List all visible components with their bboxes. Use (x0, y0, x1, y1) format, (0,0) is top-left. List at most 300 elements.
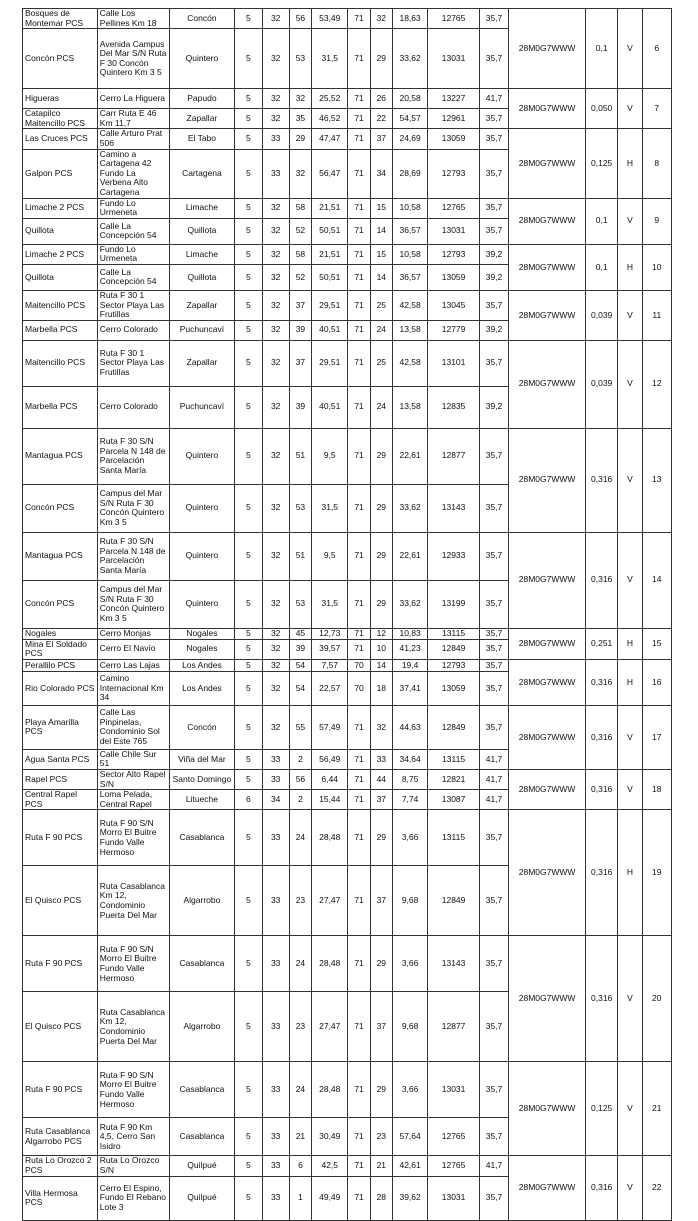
cell-commune: Algarrobo (169, 992, 235, 1062)
cell-c9: 41,7 (479, 1156, 508, 1176)
cell-c3: 24 (289, 1062, 311, 1118)
cell-c4: 31,5 (312, 484, 348, 532)
cell-c9: 35,7 (479, 340, 508, 386)
cell-c2: 32 (262, 198, 289, 218)
cell-c5: 71 (348, 790, 370, 810)
cell-c9: 39,2 (479, 386, 508, 428)
cell-c1: 5 (235, 1176, 262, 1220)
cell-commune: El Tabo (169, 129, 235, 149)
table-row (23, 705, 672, 749)
cell-c2: 33 (262, 770, 289, 790)
cell-station: Playa Amarilla PCS (23, 705, 98, 749)
cell-c7: 39,62 (392, 1176, 427, 1220)
cell-c7: 33,62 (392, 484, 427, 532)
cell-c1: 5 (235, 936, 262, 992)
cell-c4: 53,49 (312, 9, 348, 29)
cell-commune: Zapallar (169, 109, 235, 129)
cell-address: Loma Pelada, Central Rapel (97, 790, 169, 810)
group-code: 28M0G7WWW (509, 705, 586, 769)
cell-c3: 23 (289, 866, 311, 936)
group-polarization: V (618, 198, 642, 244)
cell-c2: 32 (262, 244, 289, 264)
cell-c7: 7,74 (392, 790, 427, 810)
cell-station: Quillota (23, 218, 98, 244)
group-value: 0,1 (585, 198, 617, 244)
cell-station: Ruta F 90 PCS (23, 1062, 98, 1118)
cell-c9: 35,7 (479, 1118, 508, 1156)
cell-c8: 13115 (428, 628, 480, 639)
cell-commune: Casablanca (169, 936, 235, 992)
cell-c5: 71 (348, 1156, 370, 1176)
cell-station: El Quisco PCS (23, 992, 98, 1062)
cell-c2: 32 (262, 671, 289, 705)
cell-commune: Santo Domingo (169, 770, 235, 790)
cell-c4: 6,44 (312, 770, 348, 790)
cell-c4: 31,5 (312, 580, 348, 628)
cell-c2: 32 (262, 428, 289, 484)
cell-address: Calle Los Pellines Km 18 (97, 9, 169, 29)
cell-commune: Cartagena (169, 149, 235, 198)
group-code: 28M0G7WWW (509, 936, 586, 1062)
cell-c7: 37,41 (392, 671, 427, 705)
table-row (23, 1062, 672, 1118)
cell-c4: 57,49 (312, 705, 348, 749)
cell-address: Cerro Las Lajas (97, 659, 169, 671)
cell-c4: 22,57 (312, 671, 348, 705)
cell-c6: 15 (370, 198, 392, 218)
group-polarization: V (618, 9, 642, 89)
cell-c2: 32 (262, 29, 289, 89)
cell-c5: 71 (348, 428, 370, 484)
cell-c2: 33 (262, 992, 289, 1062)
group-value: 0,039 (585, 290, 617, 340)
cell-c1: 5 (235, 580, 262, 628)
cell-c8: 13143 (428, 936, 480, 992)
cell-c9: 41,7 (479, 89, 508, 109)
cell-c7: 8,75 (392, 770, 427, 790)
cell-station: Catapilco Maitencillo PCS (23, 109, 98, 129)
group-number: 13 (642, 428, 671, 532)
cell-c9: 35,7 (479, 218, 508, 244)
cell-c7: 42,61 (392, 1156, 427, 1176)
cell-c7: 3,66 (392, 810, 427, 866)
cell-c7: 36,57 (392, 218, 427, 244)
group-code: 28M0G7WWW (509, 810, 586, 936)
cell-c1: 5 (235, 264, 262, 290)
cell-c9: 35,7 (479, 9, 508, 29)
cell-c5: 71 (348, 89, 370, 109)
cell-c1: 5 (235, 218, 262, 244)
cell-c9: 35,7 (479, 810, 508, 866)
cell-address: Cerro Monjas (97, 628, 169, 639)
cell-c2: 33 (262, 149, 289, 198)
cell-c8: 13227 (428, 89, 480, 109)
cell-c5: 71 (348, 810, 370, 866)
cell-c6: 12 (370, 628, 392, 639)
group-code: 28M0G7WWW (509, 770, 586, 810)
cell-c9: 35,7 (479, 628, 508, 639)
cell-c5: 71 (348, 705, 370, 749)
cell-station: Rapel PCS (23, 770, 98, 790)
cell-c5: 71 (348, 264, 370, 290)
cell-commune: Quilpué (169, 1156, 235, 1176)
cell-c6: 14 (370, 659, 392, 671)
cell-c6: 29 (370, 428, 392, 484)
cell-c8: 12765 (428, 1156, 480, 1176)
cell-c8: 13101 (428, 340, 480, 386)
cell-c8: 12933 (428, 532, 480, 580)
cell-station: Maitencillo PCS (23, 290, 98, 320)
group-number: 8 (642, 129, 671, 198)
group-value: 0,1 (585, 244, 617, 290)
cell-c5: 71 (348, 198, 370, 218)
cell-c6: 37 (370, 866, 392, 936)
cell-c4: 28,48 (312, 1062, 348, 1118)
cell-c6: 34 (370, 149, 392, 198)
cell-commune: Papudo (169, 89, 235, 109)
cell-c4: 39,57 (312, 639, 348, 659)
cell-address: Cerro Colorado (97, 320, 169, 340)
cell-c7: 9,68 (392, 866, 427, 936)
cell-c2: 33 (262, 1062, 289, 1118)
cell-c5: 71 (348, 290, 370, 320)
cell-address: Ruta F 30 1 Sector Playa Las Frutillas (97, 290, 169, 320)
cell-c9: 41,7 (479, 790, 508, 810)
cell-station: Limache 2 PCS (23, 244, 98, 264)
cell-c7: 9,68 (392, 992, 427, 1062)
group-code: 28M0G7WWW (509, 198, 586, 244)
cell-c1: 5 (235, 198, 262, 218)
cell-address: Ruta F 30 1 Sector Playa Las Frutillas (97, 340, 169, 386)
cell-c4: 29,51 (312, 340, 348, 386)
cell-c2: 32 (262, 264, 289, 290)
cell-c7: 24,69 (392, 129, 427, 149)
cell-c3: 45 (289, 628, 311, 639)
cell-address: Cerro La Higuera (97, 89, 169, 109)
cell-c5: 71 (348, 484, 370, 532)
cell-commune: Concón (169, 9, 235, 29)
cell-c6: 29 (370, 810, 392, 866)
cell-address: Ruta F 90 S/N Morro El Buitre Fundo Valle Hermoso (97, 1062, 169, 1118)
group-code: 28M0G7WWW (509, 89, 586, 129)
cell-c7: 36,57 (392, 264, 427, 290)
group-value: 0,050 (585, 89, 617, 129)
cell-station: Marbella PCS (23, 386, 98, 428)
cell-c1: 5 (235, 320, 262, 340)
cell-address: Ruta F 90 S/N Morro El Buitre Fundo Valle Hermoso (97, 810, 169, 866)
cell-c1: 5 (235, 484, 262, 532)
cell-c2: 33 (262, 129, 289, 149)
group-code: 28M0G7WWW (509, 1062, 586, 1156)
group-polarization: V (618, 1156, 642, 1220)
cell-c4: 42,5 (312, 1156, 348, 1176)
cell-c8: 13031 (428, 29, 480, 89)
cell-address: Cerro Colorado (97, 386, 169, 428)
cell-c5: 70 (348, 671, 370, 705)
cell-commune: Zapallar (169, 290, 235, 320)
group-number: 7 (642, 89, 671, 129)
cell-station: Ruta F 90 PCS (23, 810, 98, 866)
cell-c3: 55 (289, 705, 311, 749)
cell-c7: 34,64 (392, 749, 427, 769)
cell-c8: 12765 (428, 1118, 480, 1156)
cell-c6: 37 (370, 129, 392, 149)
cell-commune: Algarrobo (169, 866, 235, 936)
cell-c4: 25,52 (312, 89, 348, 109)
cell-c7: 57,64 (392, 1118, 427, 1156)
group-code: 28M0G7WWW (509, 659, 586, 705)
cell-address: Calle La Concepción 54 (97, 264, 169, 290)
cell-address: Fundo Lo Urmeneta (97, 244, 169, 264)
cell-c6: 29 (370, 29, 392, 89)
cell-c1: 5 (235, 244, 262, 264)
cell-c1: 5 (235, 810, 262, 866)
group-value: 0,316 (585, 659, 617, 705)
cell-c3: 32 (289, 89, 311, 109)
table-row (23, 9, 672, 29)
cell-station: Bosques de Montemar PCS (23, 9, 98, 29)
group-polarization: V (618, 340, 642, 428)
cell-c1: 5 (235, 749, 262, 769)
cell-address: Ruta Casablanca Km 12, Condominio Puerta Del Mar (97, 992, 169, 1062)
cell-address: Camino Internacional Km 34 (97, 671, 169, 705)
cell-c2: 32 (262, 705, 289, 749)
cell-c5: 71 (348, 749, 370, 769)
group-code: 28M0G7WWW (509, 9, 586, 89)
cell-c8: 12765 (428, 9, 480, 29)
cell-c7: 13,58 (392, 386, 427, 428)
cell-c5: 71 (348, 386, 370, 428)
cell-c4: 56,47 (312, 149, 348, 198)
cell-c8: 12765 (428, 198, 480, 218)
cell-c3: 37 (289, 340, 311, 386)
cell-c5: 71 (348, 628, 370, 639)
cell-c4: 50,51 (312, 264, 348, 290)
cell-c8: 12849 (428, 866, 480, 936)
cell-station: Mantagua PCS (23, 428, 98, 484)
cell-c1: 5 (235, 705, 262, 749)
cell-c2: 33 (262, 866, 289, 936)
cell-c6: 32 (370, 9, 392, 29)
cell-c9: 35,7 (479, 532, 508, 580)
group-number: 12 (642, 340, 671, 428)
cell-commune: Limache (169, 244, 235, 264)
cell-c9: 35,7 (479, 109, 508, 129)
group-value: 0,316 (585, 810, 617, 936)
cell-c5: 71 (348, 149, 370, 198)
table-row (23, 532, 672, 580)
cell-c8: 13087 (428, 790, 480, 810)
cell-c3: 24 (289, 936, 311, 992)
cell-c3: 32 (289, 149, 311, 198)
cell-c2: 32 (262, 628, 289, 639)
cell-station: Ruta F 90 PCS (23, 936, 98, 992)
cell-c8: 12877 (428, 428, 480, 484)
cell-c3: 39 (289, 639, 311, 659)
group-value: 0,251 (585, 628, 617, 659)
cell-commune: Quillota (169, 218, 235, 244)
cell-c3: 6 (289, 1156, 311, 1176)
cell-c6: 23 (370, 1118, 392, 1156)
cell-c7: 22,61 (392, 532, 427, 580)
group-code: 28M0G7WWW (509, 628, 586, 659)
cell-station: Perallilo PCS (23, 659, 98, 671)
cell-c5: 70 (348, 659, 370, 671)
cell-c2: 33 (262, 1156, 289, 1176)
cell-c7: 44,63 (392, 705, 427, 749)
cell-station: Maitencillo PCS (23, 340, 98, 386)
cell-c2: 32 (262, 218, 289, 244)
cell-c2: 32 (262, 659, 289, 671)
table-row (23, 628, 672, 639)
group-polarization: H (618, 628, 642, 659)
cell-station: Mina El Soldado PCS (23, 639, 98, 659)
cell-commune: Quintero (169, 532, 235, 580)
cell-c7: 33,62 (392, 580, 427, 628)
cell-c1: 5 (235, 1156, 262, 1176)
cell-c6: 21 (370, 1156, 392, 1176)
cell-c3: 24 (289, 810, 311, 866)
cell-c6: 28 (370, 1176, 392, 1220)
cell-c4: 15,44 (312, 790, 348, 810)
cell-c4: 12,73 (312, 628, 348, 639)
cell-commune: Puchuncaví (169, 386, 235, 428)
cell-c5: 71 (348, 244, 370, 264)
cell-c1: 5 (235, 628, 262, 639)
cell-commune: Quintero (169, 484, 235, 532)
cell-c8: 12835 (428, 386, 480, 428)
cell-c3: 52 (289, 218, 311, 244)
cell-c8: 12849 (428, 705, 480, 749)
group-number: 9 (642, 198, 671, 244)
cell-c5: 71 (348, 1176, 370, 1220)
cell-c8: 12877 (428, 992, 480, 1062)
table-row (23, 129, 672, 149)
cell-c9: 35,7 (479, 580, 508, 628)
cell-station: Concón PCS (23, 29, 98, 89)
cell-c8: 12779 (428, 320, 480, 340)
cell-c4: 56,49 (312, 749, 348, 769)
cell-c9: 35,7 (479, 639, 508, 659)
cell-address: Ruta F 90 Km 4,5, Cerro San Isidro (97, 1118, 169, 1156)
cell-c9: 39,2 (479, 320, 508, 340)
cell-c4: 9,5 (312, 532, 348, 580)
cell-c2: 32 (262, 290, 289, 320)
cell-c2: 33 (262, 810, 289, 866)
cell-c1: 5 (235, 671, 262, 705)
station-table (22, 8, 672, 1221)
cell-commune: Nogales (169, 639, 235, 659)
group-number: 15 (642, 628, 671, 659)
cell-c1: 5 (235, 89, 262, 109)
cell-c6: 22 (370, 109, 392, 129)
group-polarization: V (618, 936, 642, 1062)
cell-c6: 33 (370, 749, 392, 769)
cell-address: Camino a Cartagena 42 Fundo La Verbena Alto Cartagena (97, 149, 169, 198)
cell-c4: 27,47 (312, 992, 348, 1062)
cell-station: Quillota (23, 264, 98, 290)
cell-c3: 53 (289, 580, 311, 628)
cell-address: Ruta F 30 S/N Parcela N 148 de Parcelación Santa María (97, 532, 169, 580)
cell-c7: 33,62 (392, 29, 427, 89)
cell-c9: 35,7 (479, 149, 508, 198)
cell-c3: 2 (289, 790, 311, 810)
cell-commune: Nogales (169, 628, 235, 639)
cell-c2: 34 (262, 790, 289, 810)
cell-station: Villa Hermosa PCS (23, 1176, 98, 1220)
cell-c5: 71 (348, 580, 370, 628)
cell-c8: 13143 (428, 484, 480, 532)
cell-c3: 56 (289, 770, 311, 790)
cell-c8: 13031 (428, 1176, 480, 1220)
cell-c8: 13059 (428, 129, 480, 149)
cell-c4: 28,48 (312, 810, 348, 866)
cell-c1: 5 (235, 109, 262, 129)
group-value: 0,125 (585, 129, 617, 198)
group-code: 28M0G7WWW (509, 244, 586, 290)
cell-c2: 32 (262, 320, 289, 340)
cell-c8: 13199 (428, 580, 480, 628)
cell-c7: 22,61 (392, 428, 427, 484)
cell-c3: 51 (289, 532, 311, 580)
cell-c1: 5 (235, 659, 262, 671)
cell-c9: 35,7 (479, 936, 508, 992)
group-value: 0,316 (585, 428, 617, 532)
group-code: 28M0G7WWW (509, 340, 586, 428)
cell-address: Ruta Lo Orozco S/N (97, 1156, 169, 1176)
group-value: 0,316 (585, 1156, 617, 1220)
cell-commune: Los Andes (169, 671, 235, 705)
cell-c2: 32 (262, 9, 289, 29)
cell-c4: 40,51 (312, 320, 348, 340)
group-value: 0,1 (585, 9, 617, 89)
cell-c9: 35,7 (479, 705, 508, 749)
cell-c9: 35,7 (479, 428, 508, 484)
cell-c7: 19,4 (392, 659, 427, 671)
cell-address: Campus del Mar S/N Ruta F 30 Concón Quintero Km 3 5 (97, 580, 169, 628)
group-number: 17 (642, 705, 671, 769)
cell-c8: 12821 (428, 770, 480, 790)
table-row (23, 244, 672, 264)
cell-c1: 5 (235, 770, 262, 790)
cell-c1: 5 (235, 428, 262, 484)
cell-c6: 37 (370, 790, 392, 810)
cell-c9: 35,7 (479, 29, 508, 89)
table-row (23, 659, 672, 671)
cell-c2: 32 (262, 532, 289, 580)
cell-station: Limache 2 PCS (23, 198, 98, 218)
cell-c9: 39,2 (479, 264, 508, 290)
cell-commune: Limache (169, 198, 235, 218)
cell-c8: 12793 (428, 149, 480, 198)
cell-c5: 71 (348, 770, 370, 790)
group-polarization: H (618, 129, 642, 198)
cell-commune: Concón (169, 705, 235, 749)
cell-c3: 58 (289, 244, 311, 264)
cell-c7: 42,58 (392, 340, 427, 386)
cell-address: Campus del Mar S/N Ruta F 30 Concón Quintero Km 3 5 (97, 484, 169, 532)
cell-c2: 32 (262, 639, 289, 659)
cell-c4: 31,5 (312, 29, 348, 89)
cell-c7: 18,63 (392, 9, 427, 29)
cell-c6: 24 (370, 386, 392, 428)
cell-commune: Quilpué (169, 1176, 235, 1220)
cell-c3: 54 (289, 671, 311, 705)
cell-c2: 32 (262, 386, 289, 428)
cell-address: Avenida Campus Del Mar S/N Ruta F 30 Concón Quintero Km 3 5 (97, 29, 169, 89)
cell-c8: 12793 (428, 244, 480, 264)
cell-c4: 28,48 (312, 936, 348, 992)
